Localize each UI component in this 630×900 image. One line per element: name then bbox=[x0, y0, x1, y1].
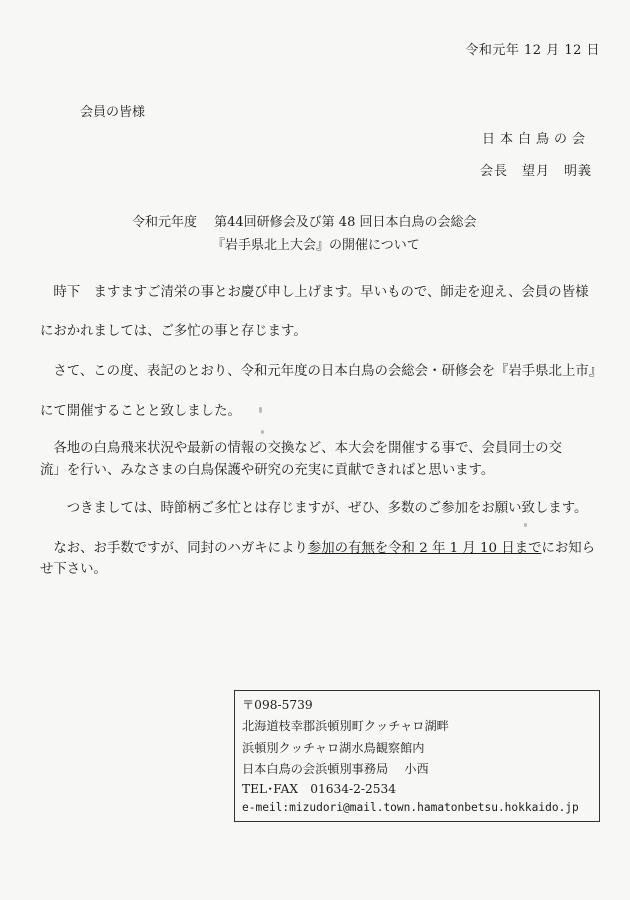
paragraph-purpose-cont: 流」を行い、みなさまの白鳥保護や研究の充実に貢献できればと思います。 bbox=[40, 463, 495, 478]
contact-address1: 北海道枝幸郡浜頓別町クッチャロ湖畔 bbox=[242, 719, 449, 733]
paragraph-announcement-cont: にて開催することと致しました。 bbox=[40, 404, 241, 419]
contact-office: 日本白鳥の会浜頓別事務局 小西 bbox=[242, 762, 429, 776]
recipient: 会員の皆様 bbox=[80, 105, 146, 120]
scan-speck bbox=[259, 407, 262, 413]
letter-title-line1: 令和元年度 第44回研修会及び第 48 回日本白鳥の会総会 bbox=[132, 215, 477, 230]
rsvp-deadline: 参加の有無を令和 2 年 1 月 10 日まで bbox=[307, 541, 542, 556]
paragraph-request: つきましては、時節柄ご多忙とは存じますが、ぜひ、多数のご参加をお願い致します。 bbox=[40, 501, 588, 516]
paragraph-greeting-cont: におかれましては、ご多忙の事と存じます。 bbox=[40, 324, 307, 339]
paragraph-purpose: 各地の白鳥飛来状況や最新の情報の交換など、本大会を開催する事で、会員同士の交 bbox=[40, 441, 562, 456]
letter-date: 令和元年 12 月 12 日 bbox=[465, 43, 600, 58]
scan-speck bbox=[524, 523, 527, 527]
sender-organization: 日本白鳥の会 bbox=[481, 132, 590, 147]
paragraph-rsvp-cont: せ下さい。 bbox=[40, 562, 107, 577]
contact-tel-fax: TEL･FAX 01634-2-2534 bbox=[242, 782, 397, 796]
contact-postal: 〒098-5739 bbox=[242, 698, 313, 712]
paragraph-rsvp bbox=[40, 537, 605, 560]
rsvp-text-post: にお知ら bbox=[541, 541, 596, 556]
letter-title-line2: 『岩手県北上大会』の開催について bbox=[212, 238, 420, 253]
contact-box bbox=[234, 690, 600, 822]
paragraph-greeting: 時下 ますますご清栄の事とお慶び申し上げます。早いもので、師走を迎え、会員の皆様 bbox=[40, 285, 589, 300]
rsvp-text-pre: なお、お手数ですが、同封のハガキにより bbox=[40, 541, 308, 556]
contact-email[interactable]: e-meil:mizudori@mail.town.hamatonbetsu.hokkaido.jp bbox=[242, 801, 579, 814]
contact-address2: 浜頓別クッチャロ湖水鳥観察館内 bbox=[242, 741, 425, 755]
scan-speck bbox=[261, 430, 264, 434]
paragraph-announcement: さて、この度、表記のとおり、令和元年度の日本白鳥の会総会・研修会を『岩手県北上市』 bbox=[40, 364, 603, 379]
sender-president: 会長 望月 明義 bbox=[479, 164, 592, 179]
